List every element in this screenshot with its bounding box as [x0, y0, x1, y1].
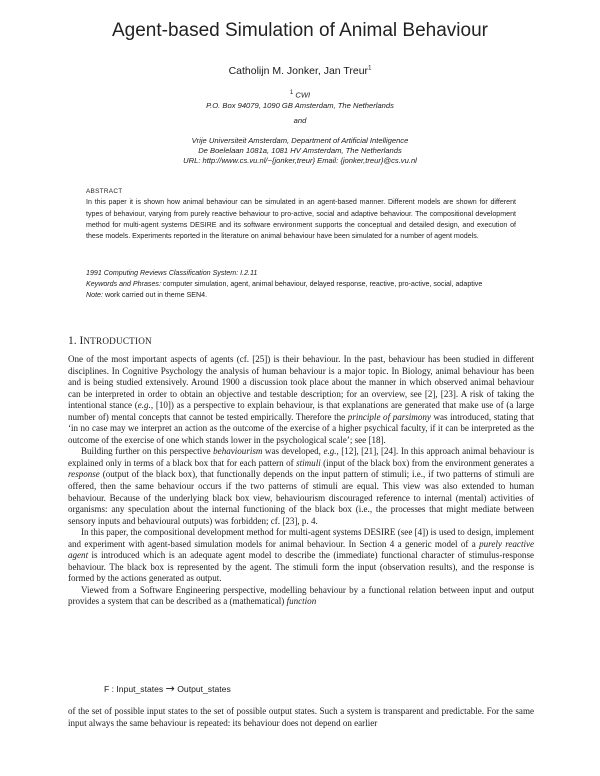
- keywords-label: Keywords and Phrases:: [86, 280, 161, 288]
- function-formula: [104, 682, 231, 695]
- abstract-heading: ABSTRACT: [86, 188, 123, 195]
- abstract: [86, 186, 516, 242]
- affiliation-cwi: [0, 88, 600, 111]
- paragraph-2: Building further on this perspective behaviourism was developed, e.g., [12], [21], [24]. In this approach animal behaviour is explained only in terms of a black box that for each pattern of stimuli (input of the black box) from the environment generates a response (output of the black box), that functionally depends on the input pattern of stimuli; i.e., if two patterns of stimuli are offered, then the same behaviour occurs if the two patterns of stimuli are equal. This view was also extended to human behaviour. Because of the underlying black box view, behaviourism discouraged reference to internal (mental) activities of organisms: any speculation about the internal functioning of the black box (i.e., the processes that might mediate between sensory inputs and behavioural outputs) was forbidden; cf. [23], p. 4.: [68, 446, 534, 526]
- paragraph-4: Viewed from a Software Engineering perspective, modelling behaviour by a functional relation between input and output provides a system that can be described as a (mathematical) function: [68, 584, 534, 607]
- affiliation-address: P.O. Box 94079, 1090 GB Amsterdam, The Netherlands: [206, 100, 394, 110]
- authors: Catholijn M. Jonker, Jan Treur: [228, 65, 369, 77]
- affiliation-vu: [0, 136, 600, 166]
- section-title-initial: I: [79, 335, 84, 347]
- paragraph-1: One of the most important aspects of agents (cf. [25]) is their behaviour. In the past, behaviour has been studied in different disciplines. In Cognitive Psychology the analysis of human behaviour is a major topic. In Biology, animal behaviour has been and is being studied extensively. Around 1900 a discussion took place about the manner in which observed animal behaviour can be interpreted in order to obtain an objective and testable description; for an overview, see [2], [23]. A risk of taking the intentional stance (e.g., [10]) as a perspective to explain behaviour, is that explanations are generated that make use of (a large number of) mental concepts that cannot be tested empirically. Therefore the principle of parsimony was introduced, stating that ‘in no case may we interpret an action as the outcome of the exercise of a higher psychical faculty, if it can be interpreted as the outcome of the exercise of one which stands lower in the psychological scale’; see [18].: [68, 354, 535, 445]
- affiliation-mark: 1: [289, 90, 294, 96]
- author-line: [0, 65, 600, 77]
- formula-rhs: Output_states: [177, 684, 231, 694]
- note-label: Note:: [86, 291, 103, 299]
- paper-title: Agent-based Simulation of Animal Behaviour: [111, 20, 488, 41]
- body-text-continued: [68, 706, 534, 729]
- formula-lhs: F : Input_states: [104, 684, 164, 694]
- section-title-rest: NTRODUCTION: [83, 336, 152, 346]
- author-footnote-mark: 1: [368, 65, 372, 72]
- paper-metadata: [86, 268, 516, 301]
- abstract-text: In this paper it is shown how animal behaviour can be simulated in an agent-based manner. Different models are shown for different types of behaviour, varying from purely reactive behaviour to pro-active, social and adaptive behaviour. The compositional development method for multi-agent systems DESIRE and its software environment supports the conceptual and detailed design, and execution of these models. Experiments reported in the literature on animal behaviour have been simulated for a number of agent models.: [86, 198, 516, 241]
- paragraph-5: of the set of possible input states to the set of possible output states. Such a system is transparent and predictable. For the same input always the same behaviour is repeated: its behaviour does not depend on earlier: [68, 706, 534, 728]
- affiliation-name: CWI: [295, 90, 311, 100]
- body-text-main: [68, 354, 534, 608]
- keywords-text: computer simulation, agent, animal behaviour, delayed response, reactive, pro-active, social, adaptive: [162, 280, 483, 288]
- paragraph-3: In this paper, the compositional development method for multi-agent systems DESIRE (see [4]) is used to design, implement and experiment with agent-based simulation models for animal behaviour. In Section 4 a generic model of a purely reactive agent is introduced which is an adequate agent model to describe the (immediate) functional character of stimulus-response behaviour. The black box is represented by the agent. The stimuli form the input (observation results), and the response is formed by the actions generated as output.: [68, 527, 534, 584]
- classification: 1991 Computing Reviews Classification System: I.2.11: [86, 269, 258, 277]
- and-separator: and: [293, 116, 307, 125]
- affiliation2-line2: De Boelelaan 1081a, 1081 HV Amsterdam, The Netherlands: [198, 146, 402, 155]
- section-number: 1.: [68, 335, 77, 347]
- affiliation2-line3: URL: http://www.cs.vu.nl/~{jonker,treur} Email: {jonker,treur}@cs.vu.nl: [183, 156, 417, 165]
- note-text: work carried out in theme SEN4.: [104, 291, 208, 299]
- section-heading: [68, 335, 152, 347]
- affiliation2-line1: Vrije Universiteit Amsterdam, Department of Artificial Intelligence: [191, 136, 409, 145]
- arrow-icon: →: [165, 682, 175, 695]
